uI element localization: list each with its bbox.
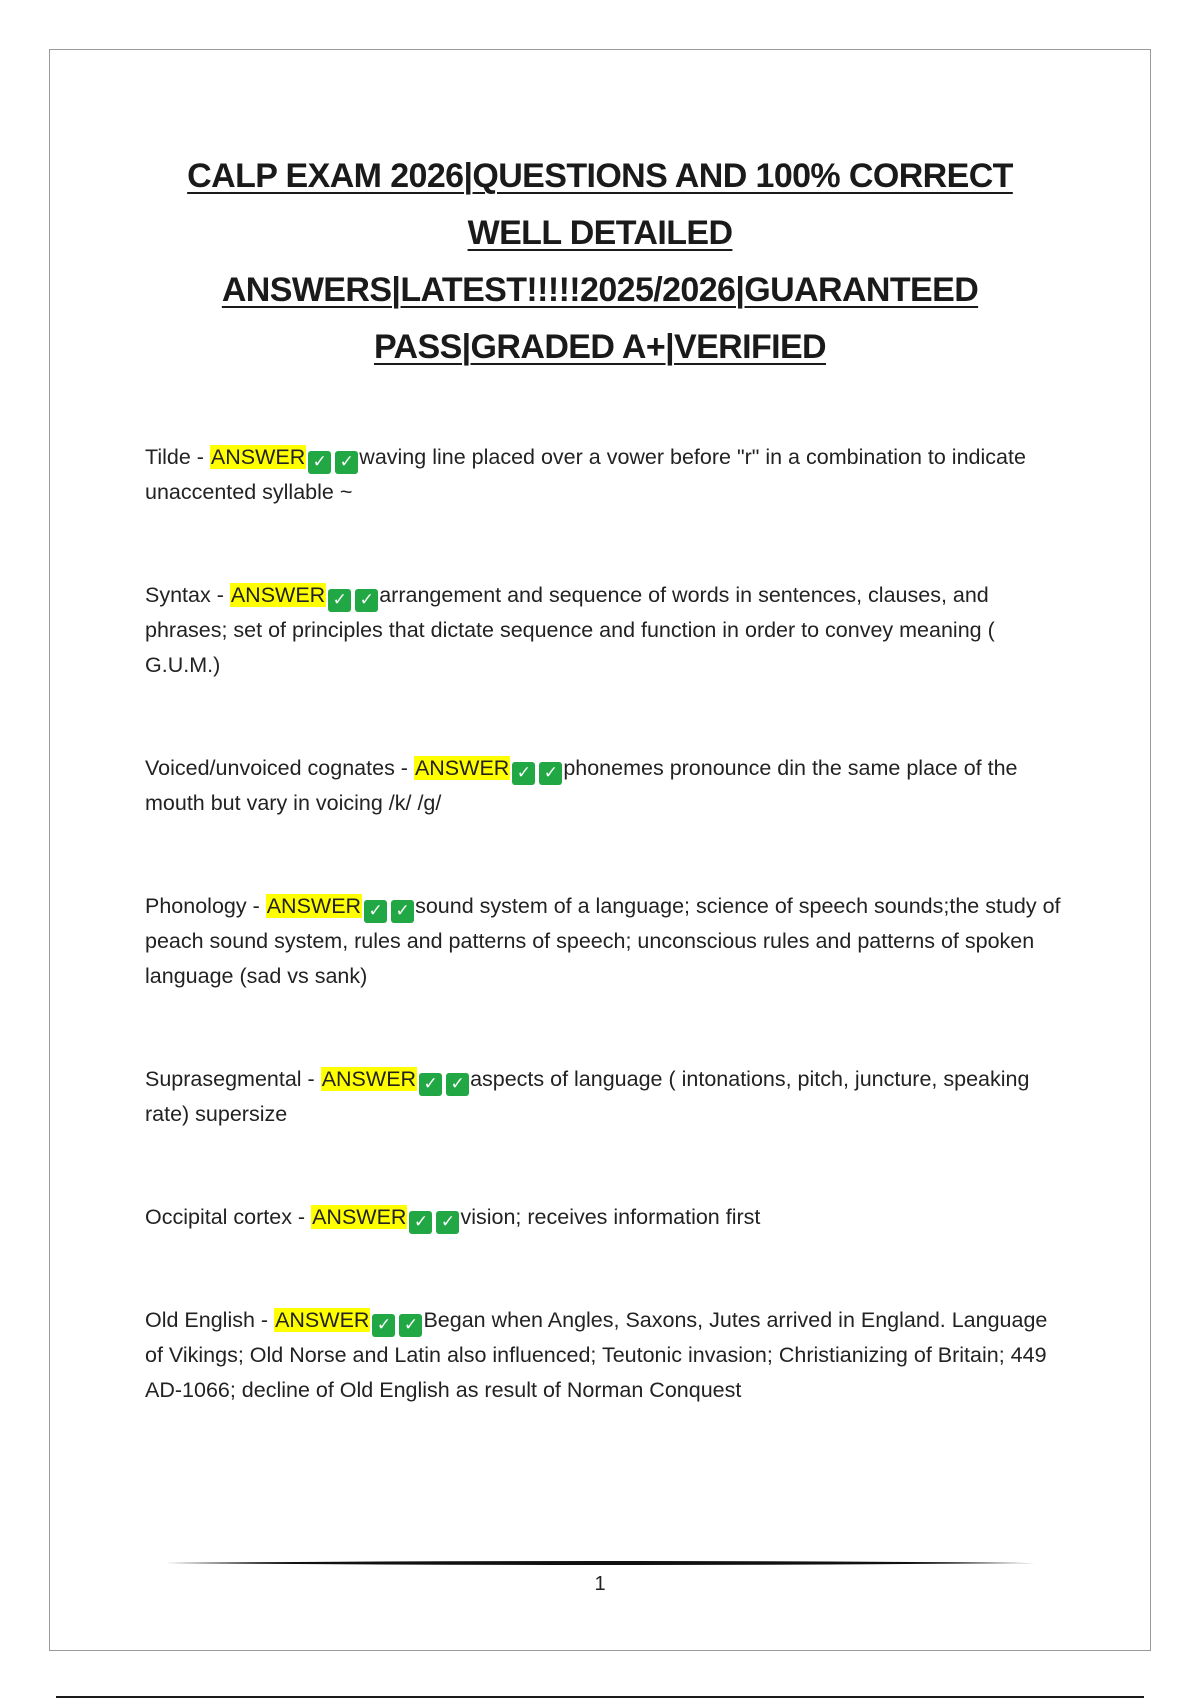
answer-highlight: ANSWER — [414, 756, 510, 780]
entry-definition: Began when Angles, Saxons, Jutes arrived in England. Language of Vikings; Old Norse and Latin also influenced; Teutonic invasion; Christianizing of Britain; 449 AD-1066; decline of Old English as result of Norman Conquest — [145, 1308, 1048, 1402]
footer-divider — [165, 1560, 1035, 1566]
title-line-2: WELL DETAILED — [467, 214, 733, 252]
check-icon: ✓ — [539, 762, 562, 785]
check-icon: ✓ — [399, 1314, 422, 1337]
document-title — [110, 148, 1090, 376]
entry-definition: waving line placed over a vower before "r" in a combination to indicate unaccented syllable ~ — [145, 445, 1026, 504]
entry-term: Phonology - — [145, 894, 266, 918]
title-line-1: CALP EXAM 2026|QUESTIONS AND 100% CORRECT — [187, 157, 1013, 195]
title-line-3: ANSWERS|LATEST!!!!!2025/2026|GUARANTEED — [221, 271, 979, 309]
qa-entry-tilde — [145, 440, 1065, 510]
qa-entry-syntax — [145, 578, 1065, 683]
entry-definition: sound system of a language; science of speech sounds;the study of peach sound system, rules and patterns of speech; unconscious rules and patterns of spoken language (sad vs sank) — [145, 894, 1061, 988]
page-number: 1 — [594, 1573, 606, 1595]
check-icon: ✓ — [419, 1073, 442, 1096]
entry-definition: arrangement and sequence of words in sentences, clauses, and phrases; set of principles that dictate sequence and function in order to convey meaning ( G.U.M.) — [145, 583, 995, 677]
check-icon: ✓ — [409, 1211, 432, 1234]
entry-definition: aspects of language ( intonations, pitch, juncture, speaking rate) supersize — [145, 1067, 1030, 1126]
answer-highlight: ANSWER — [266, 894, 362, 918]
check-icon: ✓ — [436, 1211, 459, 1234]
entry-term: Syntax - — [145, 583, 230, 607]
qa-entry-occipital — [145, 1200, 1065, 1235]
entry-term: Tilde - — [145, 445, 210, 469]
check-icon: ✓ — [446, 1073, 469, 1096]
qa-entries — [145, 440, 1065, 1408]
entry-term: Old English - — [145, 1308, 275, 1332]
entry-term: Occipital cortex - — [145, 1205, 312, 1229]
entry-term: Voiced/unvoiced cognates - — [145, 756, 414, 780]
qa-entry-cognates — [145, 751, 1065, 821]
entry-definition: phonemes pronounce din the same place of the mouth but vary in voicing /k/ /g/ — [145, 756, 1018, 815]
check-icon: ✓ — [372, 1314, 395, 1337]
qa-entry-phonology — [145, 889, 1065, 994]
check-icon: ✓ — [512, 762, 535, 785]
check-icon: ✓ — [328, 589, 351, 612]
answer-highlight: ANSWER — [230, 583, 326, 607]
answer-highlight: ANSWER — [312, 1205, 407, 1229]
entry-definition: vision; receives information first — [460, 1205, 761, 1229]
next-page-edge — [56, 1696, 1144, 1698]
check-icon: ✓ — [391, 900, 414, 923]
qa-entry-suprasegmental — [145, 1062, 1065, 1132]
answer-highlight: ANSWER — [275, 1308, 370, 1332]
check-icon: ✓ — [355, 589, 378, 612]
entry-term: Suprasegmental - — [145, 1067, 321, 1091]
answer-highlight: ANSWER — [321, 1067, 417, 1091]
check-icon: ✓ — [364, 900, 387, 923]
qa-entry-old-english — [145, 1303, 1065, 1408]
check-icon: ✓ — [308, 451, 331, 474]
answer-highlight: ANSWER — [210, 445, 306, 469]
title-line-4: PASS|GRADED A+|VERIFIED — [373, 328, 827, 366]
check-icon: ✓ — [335, 451, 358, 474]
